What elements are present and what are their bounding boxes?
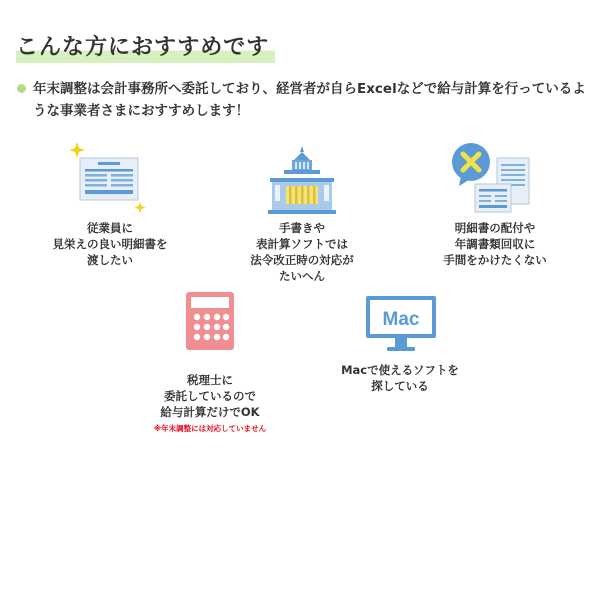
recommend-item-tax-accountant <box>130 292 290 433</box>
item-caption: 従業員に 見栄えの良い明細書を 渡したい <box>52 221 168 267</box>
mac-screen-text: Mac <box>382 309 420 330</box>
government-building-icon <box>266 146 338 216</box>
item-note: ※年末調整には対応していません <box>153 424 267 433</box>
recommend-item-payslip <box>30 140 190 280</box>
lead-text <box>17 78 587 122</box>
item-caption: 明細書の配付や 年調書類回収に 手間をかけたくない <box>443 221 547 267</box>
bullet-dot-icon <box>17 84 26 93</box>
lead-sentence: 年末調整は会計事務所へ委託しており、経営者が自らExcelなどで給与計算を行っているような事業者さまにおすすめします！ <box>33 81 586 119</box>
item-caption: Macで使えるソフトを 探している <box>341 363 459 393</box>
payslip-sparkle-icon <box>68 140 152 216</box>
item-caption <box>130 356 290 453</box>
recommend-item-mac <box>320 292 480 402</box>
recommend-item-law-revision <box>222 140 382 290</box>
recommend-item-distribution <box>415 140 575 280</box>
documents-cross-icon <box>447 140 533 216</box>
calculator-icon <box>184 292 236 352</box>
section-title: こんな方におすすめです <box>16 30 275 63</box>
item-caption-text: 税理士に 委託しているので 給与計算だけでOK <box>160 373 260 419</box>
mac-monitor-icon <box>365 296 437 354</box>
item-caption: 手書きや 表計算ソフトでは 法令改正時の対応が たいへん <box>250 221 354 283</box>
